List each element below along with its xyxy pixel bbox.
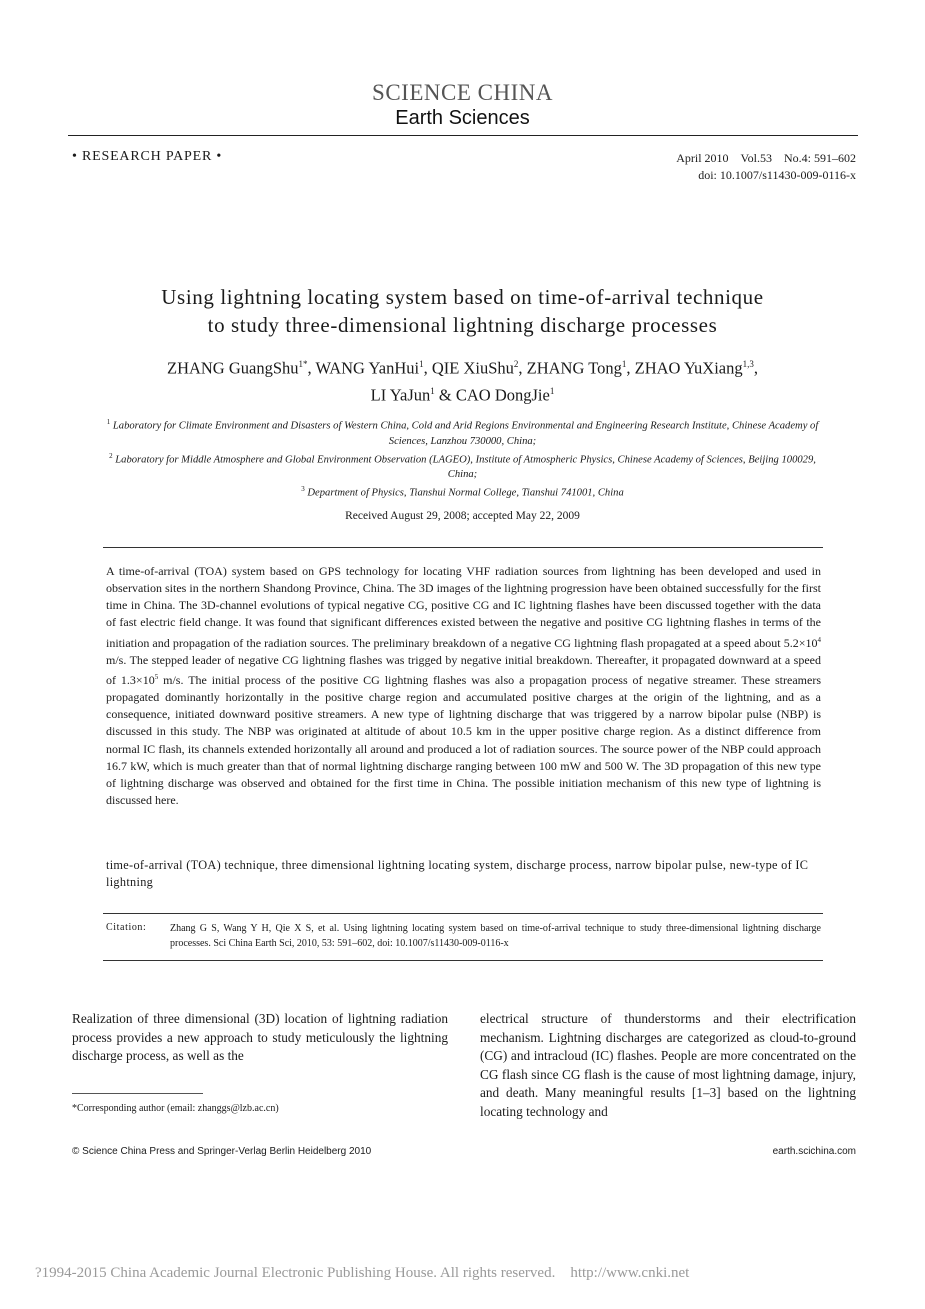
citation-text: Zhang G S, Wang Y H, Qie X S, et al. Using lightning locating system based on time-of-arrival technique to study three-dimensional lightning discharge processes. Sci China Earth Sci, 2010, 53: 591–602, doi: 10.1007/s11430-009-0116-x (170, 923, 821, 949)
author-list: ZHANG GuangShu$^{1*}$, WANG YanHui$^1$, QIE XiuShu$^2$, ZHANG Tong$^1$, ZHAO YuXiang$^{1,3}$, LI YaJun$^1$ & CAO DongJie$^1$ (166, 358, 758, 404)
author: ZHANG Tong (526, 358, 622, 378)
affiliation-3: Department of Physics, Tianshui Normal College, Tianshui 741001, China (307, 487, 624, 499)
doi[interactable]: doi: 10.1007/s11430-009-0116-x (698, 168, 856, 182)
issue-volume: Vol.53 (740, 151, 772, 165)
body-column-right: electrical structure of thunderstorms and their electrification mechanism. Lightning discharges are categorized as cloud-to-ground (CG) and intracloud (IC) flashes. People are more concentrated on the CG flash since CG flash is the cause of most lightning damage, injury, and death. Many meaningful results [1–3] based on the lightning locating technology and (480, 1011, 856, 1119)
author: QIE XiuShu (431, 358, 514, 378)
author: ZHAO YuXiang (634, 358, 743, 378)
author-sup: 1 (621, 359, 627, 369)
journal-subject: Earth Sciences (395, 107, 530, 129)
author: LI YaJun (370, 385, 431, 404)
abstract-rule (103, 547, 823, 548)
author: WANG YanHui (315, 358, 420, 378)
title-line-1: Using lightning locating system based on time-of-arrival technique (161, 285, 764, 309)
affiliations: $^1$ Laboratory for Climate Environment and Disasters of Western China, Cold and Arid Regions Environmental and Engineering Research Institute, Chinese Academy of Sciences, Lanzhou 730000, China; $^2$ Laboratory for Middle Atmosphere and Global Environment Observation (LAGEO), Institute of Atmospheric Physics, Chinese Academy of Sciences, Beijing 100029, China; $^3$ Department of Physics, Tianshui Normal College, Tianshui 741001, China (106, 418, 819, 499)
footnote: *Corresponding author (email: zhanggs@lzb.ac.cn) (72, 1103, 279, 1114)
body-column-left: Realization of three dimensional (3D) location of lightning radiation process provides a new approach to study meticulously the lightning discharge process, as well as the (72, 1011, 448, 1064)
website-link[interactable]: earth.scichina.com (772, 1146, 856, 1157)
author-sup: 1 (549, 385, 555, 396)
title-line-2: to study three-dimensional lightning discharge processes (207, 313, 718, 337)
citation-rule-bottom (103, 960, 823, 961)
issue-meta (676, 150, 856, 184)
author: CAO DongJie (455, 385, 550, 404)
paper-title (80, 283, 845, 339)
citation-rule-top (103, 913, 823, 914)
copyright: © Science China Press and Springer-Verlag Berlin Heidelberg 2010 (72, 1146, 372, 1157)
citation-label: Citation: (106, 922, 147, 933)
issue-pages: No.4: 591–602 (784, 151, 856, 165)
affiliation-1: Laboratory for Climate Environment and Disasters of Western China, Cold and Arid Regions Environmental and Engineering Research Institute, Chinese Academy of Sciences, Lanzhou 730000, China; (112, 420, 819, 447)
abstract: A time-of-arrival (TOA) system based on GPS technology for locating VHF radiation sources from lightning has been developed and used in observation sites in the northern Shandong Province, China. The 3D images of the lightning progression have been obtained successfully for the first time in China. The 3D-channel evolutions of typical negative CG, positive CG and IC lightning flashes have been discussed together with the data of fast electric field change. It was found that significant differences existed between the negative and positive CG lightning flashes in terms of the initiation and propagation of the radiation sources. The preliminary breakdown of a negative CG lightning flash propagated at a speed about $5.2\times 10^4$ m/s. The stepped leader of negative CG lightning flashes was trigged by negative initial breakdown. Thereafter, it propagated downward at a speed of $1.3\times 10^5$ m/s. The initial process of the positive CG lightning flashes was also a propagation process of negative streamer. These streamers propagated dominantly horizontally in the positive charge region and accumulated positive charges at the origin of the lightning, and as a consequence, initiated downward positive streamers. A new type of lightning discharge that was triggered by a narrow bipolar pulse (NBP) is discussed in this study. The NBP was originated at altitude of about 10.5 km in the upper positive charge region. As a distinct difference from normal IC flash, its channels extended horizontally all around and produced a lot of radiation sources. The source power of the NBP could approach 16.7 kW, which is much greater than that of normal lightning discharge ranging between 100 mW and 500 W. The 3D propagation of this new type of lightning discharge was observed and obtained for the first time in China. The possible initiation mechanism of this new type of lightning is discussed here. (106, 564, 821, 808)
header-rule (68, 135, 858, 136)
author-sup: 1,3 (742, 359, 754, 369)
footnote-rule (72, 1093, 203, 1094)
affiliation-2: Laboratory for Middle Atmosphere and Global Environment Observation (LAGEO), Institute of Atmospheric Physics, Chinese Academy of Sciences, Beijing 100029, China; (115, 454, 816, 481)
keywords: time-of-arrival (TOA) technique, three dimensional lightning locating system, discharge process, narrow bipolar pulse, new-type of IC lightning (106, 858, 809, 889)
paper-type: • RESEARCH PAPER • (72, 149, 223, 164)
author-sup: 1 (430, 385, 435, 396)
author-sup: 1 (419, 359, 424, 369)
received-dates: Received August 29, 2008; accepted May 22, 2009 (345, 510, 580, 522)
watermark: ?1994-2015 China Academic Journal Electronic Publishing House. All rights reserved. http://www.cnki.net (35, 1265, 690, 1281)
author-sup: 1* (298, 359, 308, 369)
journal-name: SCIENCE CHINA (372, 80, 553, 105)
author-sup: 2 (513, 359, 519, 369)
issue-date: April 2010 (676, 151, 729, 165)
author: ZHANG GuangShu (166, 358, 299, 378)
